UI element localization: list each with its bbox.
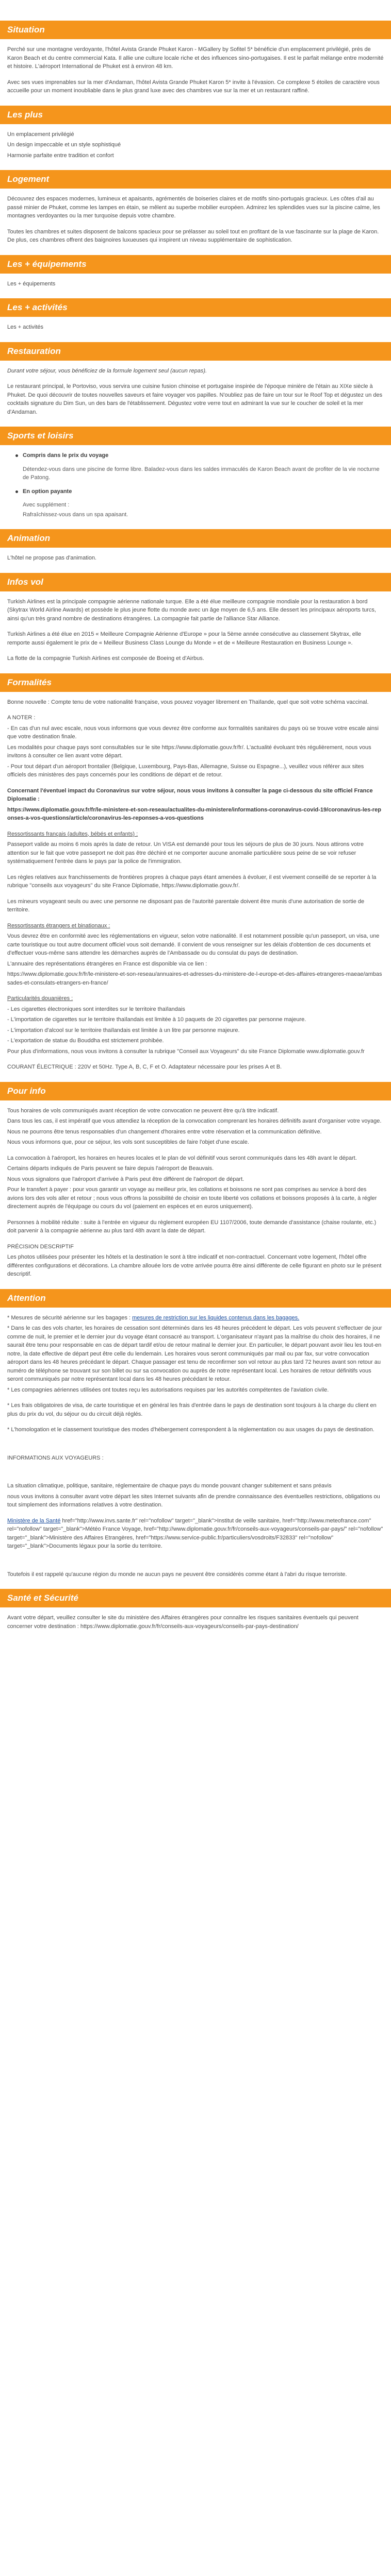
logement-text: Toutes les chambres et suites disposent de balcons spacieux pour se prélasser au soleil tout en profitant de la vue fascinante sur la plage de Karon. De plus, ces chambres offrent des baignoires luxueuses qui inspirent un niveau supplémentaire de sophistication.: [7, 228, 379, 243]
attention-links: [7, 1517, 384, 1551]
bullet-icon: [15, 454, 18, 457]
pourinfo-text: Dans tous les cas, il est impératif que vous attendiez la réception de la convocation comprenant les horaires définitifs avant d'organiser votre voyage.: [7, 1118, 382, 1124]
formalites-text: Vous devrez être en conformité avec les réglementations en vigueur, selon votre nationalité. Il est notamment possible qu'un passeport, un visa, une carte touristique ou tout autre document officiel vous soit demandé. Il convient de vous renseigner sur les délais d'obtention de ces documents et d'effectuer vous-même sans attendre les démarches auprès de l'Ambassade ou du consulat du pays de destination.: [7, 933, 380, 956]
formalites-subtitle: Particularités douanières :: [7, 995, 73, 1002]
infosvol-text: Turkish Airlines a été élue en 2015 « Meilleure Compagnie Aérienne d'Europe » pour la 5ème année consécutive au classement Skytrax, elle remporte aussi également le prix de « Meilleur Business Class Lounge du Monde » et de « Meilleure Restauration en Business Lounge ».: [7, 631, 361, 646]
formalites-note-title: A NOTER :: [7, 715, 36, 721]
section-title-logement: Logement: [0, 170, 391, 189]
formalites-text: - L'importation d'alcool sur le territoire thaïlandais est limitée à un litre par personne majeure.: [7, 1027, 240, 1033]
formalites-text: - Les cigarettes électroniques sont interdites sur le territoire thaïlandais: [7, 1006, 185, 1012]
formalites-text: Les modalités pour chaque pays sont consultables sur le site https://www.diplomatie.gouv.fr/fr/. L'actualité évoluant très régulièrement, nous vous invitons à consulter ce lien avant votre départ.: [7, 744, 371, 759]
infosvol-text: Turkish Airlines est la principale compagnie aérienne nationale turque. Elle a été élue meilleure compagnie mondiale pour la restauration à bord (Skytrax World Airline Awards) et possède le plus jeune flotte du monde avec un âge moyen de 6,5 ans. Elle dessert les principaux aéroports turcs, ainsi qu'un très grand nombre de destinations étrangères. La compagnie fait partie de l'alliance Star Alliance.: [7, 598, 376, 622]
equipements-text: Les + équipements: [7, 280, 56, 287]
formalites-covid-link[interactable]: https://www.diplomatie.gouv.fr/fr/le-ministere-et-son-reseau/actualites-du-ministere/informations-coronavirus-covid-19/coronavirus-les-reponses-a-vos-questions/article/coronavirus-les-reponses-a-vos-questions: [7, 806, 381, 821]
equipements-body: [0, 280, 391, 289]
bullet-icon: [15, 490, 18, 493]
formalites-body: [0, 698, 391, 1072]
section-title-situation: Situation: [0, 21, 391, 39]
activites-text: Les + activités: [7, 324, 44, 330]
attention-text: * Mesures de sécurité aérienne sur les bagages :: [7, 1314, 133, 1321]
section-title-sports: Sports et loisirs: [0, 427, 391, 445]
formalites-text: Passeport valide au moins 6 mois après la date de retour. Un VISA est demandé pour tous les séjours de plus de 30 jours. Nous attirons votre attention sur le fait que votre passeport ne doit pas être déchiré et ne comporter aucune anomalie particulière sous peine de se voir refuser systématiquement l'entrée dans le pays par la police de l'immigration.: [7, 841, 364, 865]
restauration-formule: Durant votre séjour, vous bénéficiez de la formule logement seul (aucun repas).: [7, 367, 207, 374]
formalites-text: Les règles relatives aux franchissements de frontières propres à chaque pays étant amenées à évoluer, il est vivement conseillé de se reporter à la rubrique "conseils aux voyageurs" du site France Diplomatie, https://www.diplomatie.gouv.fr/.: [7, 874, 377, 889]
section-title-plus: Les plus: [0, 106, 391, 124]
pourinfo-text: Les photos utilisées pour présenter les hôtels et la destination le sont à titre indicatif et non-contractuel. Concernant votre logement, l'hôtel offre différentes configurations et décorations. La chambre allouée lors de votre arrivée pourra être ainsi différente de celle figurant en photo sur le présent descriptif.: [7, 1254, 382, 1277]
animation-body: [0, 554, 391, 563]
pourinfo-text: Nous ne pourrons être tenus responsables d'un changement d'horaires entre votre réservation et la communication définitive.: [7, 1128, 322, 1135]
pourinfo-text: Nous vous informons que, pour ce séjour, les vols sont susceptibles de faire l'objet d'une escale.: [7, 1139, 249, 1145]
situation-body: [0, 45, 391, 95]
sports-item-desc: Détendez-vous dans une piscine de forme libre. Baladez-vous dans les saldes immaculés de Karon Beach avant de profiter de la vie nocturne de Patong.: [23, 466, 380, 481]
formalites-link[interactable]: https://www.diplomatie.gouv.fr/fr/le-ministere-et-son-reseau/annuaires-et-adresses-du-ministere-de-l-europe-et-des-affaires-etrangeres-maeae/ambassades-et-consulats-etrangers-en-france/: [7, 971, 382, 986]
list-item: [7, 487, 384, 519]
infosvol-body: [0, 598, 391, 663]
list-item: [7, 451, 384, 482]
attention-text: nous vous invitons à consulter avant votre départ les sites Internet suivants afin de prendre connaissance des éventuelles restrictions, obligations ou tout simplement des informations relatives à votre destination.: [7, 1493, 380, 1508]
sante-body: [0, 1614, 391, 1631]
pourinfo-text: Nous vous signalons que l'aéroport d'arrivée à Paris peut être différent de l'aéroport de départ.: [7, 1176, 245, 1182]
infosvol-text: La flotte de la compagnie Turkish Airlines est composée de Boeing et d'Airbus.: [7, 655, 204, 662]
sports-item-title: En option payante: [23, 488, 72, 495]
attention-text: * Les frais obligatoires de visa, de carte touristique et en général les frais d'entrée dans le pays de destination sont toujours à la charge du client en plus du prix du vol, du séjour ou du circuit déjà réglés.: [7, 1402, 377, 1417]
section-title-restauration: Restauration: [0, 342, 391, 361]
plus-item: Un design impeccable et un style sophistiqué: [7, 142, 121, 148]
formalites-text: - En cas d'un nul avec escale, nous vous informons que vous devrez être conforme aux formalités sanitaires du pays où se trouve votre escale ainsi que votre destination finale.: [7, 725, 379, 740]
pourinfo-body: [0, 1107, 391, 1279]
situation-text: Avec ses vues imprenables sur la mer d'Andaman, l'hôtel Avista Grande Phuket Karon 5* invite à l'évasion. Ce complexe 5 étoiles de caractère vous accueille pour un moment inoubliable dans le plus grand luxe avec des chambres vue sur la mer et un restaurant raffiné.: [7, 79, 380, 94]
section-title-animation: Animation: [0, 529, 391, 548]
section-title-equipements: Les + équipements: [0, 255, 391, 274]
formalites-text: - L'importation de cigarettes sur le territoire thaïlandais est limitée à 10 paquets de 20 cigarettes par personne majeure.: [7, 1016, 306, 1023]
section-title-sante: Santé et Sécurité: [0, 1589, 391, 1607]
attention-text: La situation climatique, politique, sanitaire, réglementaire de chaque pays du monde pouvant changer subitement et sans préavis: [7, 1483, 332, 1489]
attention-body: [0, 1314, 391, 1579]
formalites-text: Les mineurs voyageant seuls ou avec une personne ne disposant pas de l'autorité parentale doivent être munis d'une autorisation de sortie de territoire.: [7, 898, 365, 913]
formalites-text: COURANT ÉLECTRIQUE : 220V et 50Hz. Type A, B, C, F et O. Adaptateur nécessaire pour les prises A et B.: [7, 1064, 282, 1070]
pourinfo-text: Tous horaires de vols communiqués avant réception de votre convocation ne peuvent être qu'à titre indicatif.: [7, 1107, 279, 1114]
plus-item: Harmonie parfaite entre tradition et confort: [7, 152, 114, 159]
pourinfo-subtitle: PRÉCISION DESCRIPTIF: [7, 1243, 74, 1250]
section-title-activites: Les + activités: [0, 298, 391, 317]
section-title-pourinfo: Pour info: [0, 1082, 391, 1100]
formalites-covid-title: Concernant l'éventuel impact du Coronavirus sur votre séjour, nous vous invitons à consulter la page ci-dessous du site officiel France Diplomatie :: [7, 787, 373, 802]
section-title-infosvol: Infos vol: [0, 573, 391, 591]
attention-text: Toutefois il est rappelé qu'aucune région du monde ne aucun pays ne peuvent être considérés comme étant à l'abri du risque terroriste.: [7, 1571, 347, 1578]
formalites-text: - L'exportation de statue du Bouddha est strictement prohibée.: [7, 1038, 164, 1044]
section-title-attention: Attention: [0, 1289, 391, 1308]
attention-subtitle: INFORMATIONS AUX VOYAGEURS :: [7, 1454, 104, 1461]
sante-text: Avant votre départ, veuillez consulter le site du ministère des Affaires étrangères pour connaître les risques sanitaires éventuels qui peuvent concerner votre destination : https://www.diplomatie.gouv.fr/fr/conseils-aux-voyageurs/conseils-par-pays-destination/: [7, 1615, 359, 1630]
attention-links-text: href="http://www.invs.sante.fr" rel="nofollow" target="_blank">Institut de veille sanitaire, href="http://www.meteofrance.com" rel="nofollow" target="_blank">Météo France Voyage, href="http://www.diplomatie.gouv.fr/fr/conseils-aux-voyageurs/conseils-par-pays/" rel="nofollow" target="_blank">Ministère des Affaires Etrangères, href="https://www.service-public.fr/particuliers/vosdroits/F32833" rel="nofollow" target="_blank">Documents légaux pour la sortie du territoire.: [7, 1517, 383, 1549]
pourinfo-text: Certains départs indiqués de Paris peuvent se faire depuis l'aéroport de Beauvais.: [7, 1165, 214, 1172]
sports-item-title: Compris dans le prix du voyage: [23, 452, 109, 459]
attention-text: * Dans le cas des vols charter, les horaires de cessation sont déterminés dans les 48 heures précédent le départ. Les vols peuvent s'effectuer de jour comme de nuit, le premier et le dernier jour du voyage étant consacré au transport. L'organisateur n'ayant pas la maîtrise du choix des horaires, il ne saurait être tenu pour responsable en cas de départ tardif et/ou de retour matinal le dernier jour. En particulier, le départ pouvant avoir lieu les tout-en notre, la date effective de départ peut être celle du lendemain. Les horaires vous seront communiqués par mail ou par fax, sur votre convocation aéroport dans les 48 heures précédant le départ. Chaque passager est tenu de reconfirmer son vol retour au plus tard 72 heures avant son retour au numéro de téléphone se trouvant sur son billet ou sur sa convocation ou auprès de notre représentant local. Les horaires de retour définitifs vous seront communiqués par notre représentant local dans les 48 heures précédant le retour.: [7, 1325, 382, 1382]
liquids-restriction-link[interactable]: mesures de restriction sur les liquides contenus dans les bagages.: [132, 1314, 300, 1321]
restauration-text: Le restaurant principal, le Portoviso, vous servira une cuisine fusion chinoise et portugaise inspirée de l'époque minière de l'étain au XIXe siècle à Phuket. De quoi découvrir de toutes nouvelles saveurs et faire voyager vos papilles. N'oubliez pas de faire un tour sur le Roof Top et dégustez un des cocktails signature du Dim Sun, un des bars de l'établissement. Dégustez votre verre tout en admirant la vue sur le coucher de soleil et la mer d'Andaman.: [7, 383, 383, 415]
sports-item-desc: Rafraîchissez-vous dans un spa apaisant.: [23, 511, 128, 518]
formalites-text: Bonne nouvelle : Compte tenu de votre nationalité française, vous pouvez voyager librement en Thaïlande, quel que soit votre schéma vaccinal.: [7, 699, 369, 705]
section-title-formalites: Formalités: [0, 673, 391, 692]
formalites-text: Pour plus d'informations, nous vous invitons à consulter la rubrique "Conseil aux Voyageurs" du site France Diplomatie www.diplomatie.gouv.fr: [7, 1048, 365, 1055]
attention-text: * L'homologation et le classement touristique des modes d'hébergement correspondent à la réglementation ou aux usages du pays de destination.: [7, 1427, 374, 1433]
spacer: [7, 1469, 384, 1482]
pourinfo-text: Pour le transfert à payer : pour vous garantir un voyage au meilleur prix, les collations et boissons ne sont pas comprises au service à bord des avions lors des vols aller et retour ; nous vous offrons la possibilité de choisir en toute liberté vos collations et boissons proposés à la carte, à régler directement auprès de l'équipage ou cours du vol (paiement en espèces et en euros uniquement).: [7, 1187, 377, 1210]
logement-body: [0, 195, 391, 245]
ministere-sante-link[interactable]: Ministère de la Santé: [7, 1517, 61, 1524]
attention-text: [7, 1314, 384, 1323]
spacer: [7, 1558, 384, 1570]
restauration-body: [0, 367, 391, 417]
plus-body: [0, 130, 391, 160]
animation-text: L'hôtel ne propose pas d'animation.: [7, 555, 96, 561]
attention-text: * Les compagnies aériennes utilisées ont toutes reçu les autorisations requises par les autorités compétentes de l'aviation civile.: [7, 1386, 329, 1393]
logement-text: Découvrez des espaces modernes, lumineux et apaisants, agrémentés de boiseries claires et de motifs sino-portugais gracieux. Les côtes d'ail au passé minier de Phuket, comme les lampes en étain, se mêlent au superbe mobilier européen. Admirez les splendides vues sur la piscine calme, les montagnes verdoyantes ou la mer turquoise depuis votre chambre.: [7, 196, 380, 219]
formalites-text: L'annuaire des représentations étrangères en France est disponible via ce lien :: [7, 960, 207, 967]
plus-item: Un emplacement privilégié: [7, 131, 74, 138]
formalites-text: - Pour tout départ d'un aéroport frontalier (Belgique, Luxembourg, Pays-Bas, Allemagne, Suisse ou Espagne...), veuillez vous référer aux sites officiels des ministères des pays concernés pour les conditions de départ et de retour.: [7, 763, 364, 778]
pourinfo-text: Personnes à mobilité réduite : suite à l'entrée en vigueur du règlement européen EU 1107/2006, toute demande d'assistance (chaise roulante, etc.) doit parvenir à la compagnie aérienne au plus tard 48h avant la date de départ.: [7, 1219, 377, 1234]
sports-item-desc: Avec supplément :: [23, 502, 70, 508]
activites-body: [0, 323, 391, 332]
spacer: [7, 1442, 384, 1454]
formalites-subtitle: Ressortissants français (adultes, bébés et enfants) :: [7, 831, 138, 837]
sports-list: [0, 451, 391, 519]
pourinfo-text: La convocation à l'aéroport, les horaires en heures locales et le plan de vol définitif vous seront communiqués dans les 48h avant le départ.: [7, 1155, 357, 1161]
formalites-subtitle: Ressortissants étrangers et binationaux :: [7, 922, 110, 929]
situation-text: Perché sur une montagne verdoyante, l'hôtel Avista Grande Phuket Karon - MGallery by Sofitel 5* bénéficie d'un emplacement privilégié, près de Karon Beach et du centre commercial Kata. Il allie une culture locale riche et des influences sino-portugaises. Il est le parfait mélange entre modernité et histoire. L'aéroport International de Phuket est à environ 48 km.: [7, 46, 384, 70]
